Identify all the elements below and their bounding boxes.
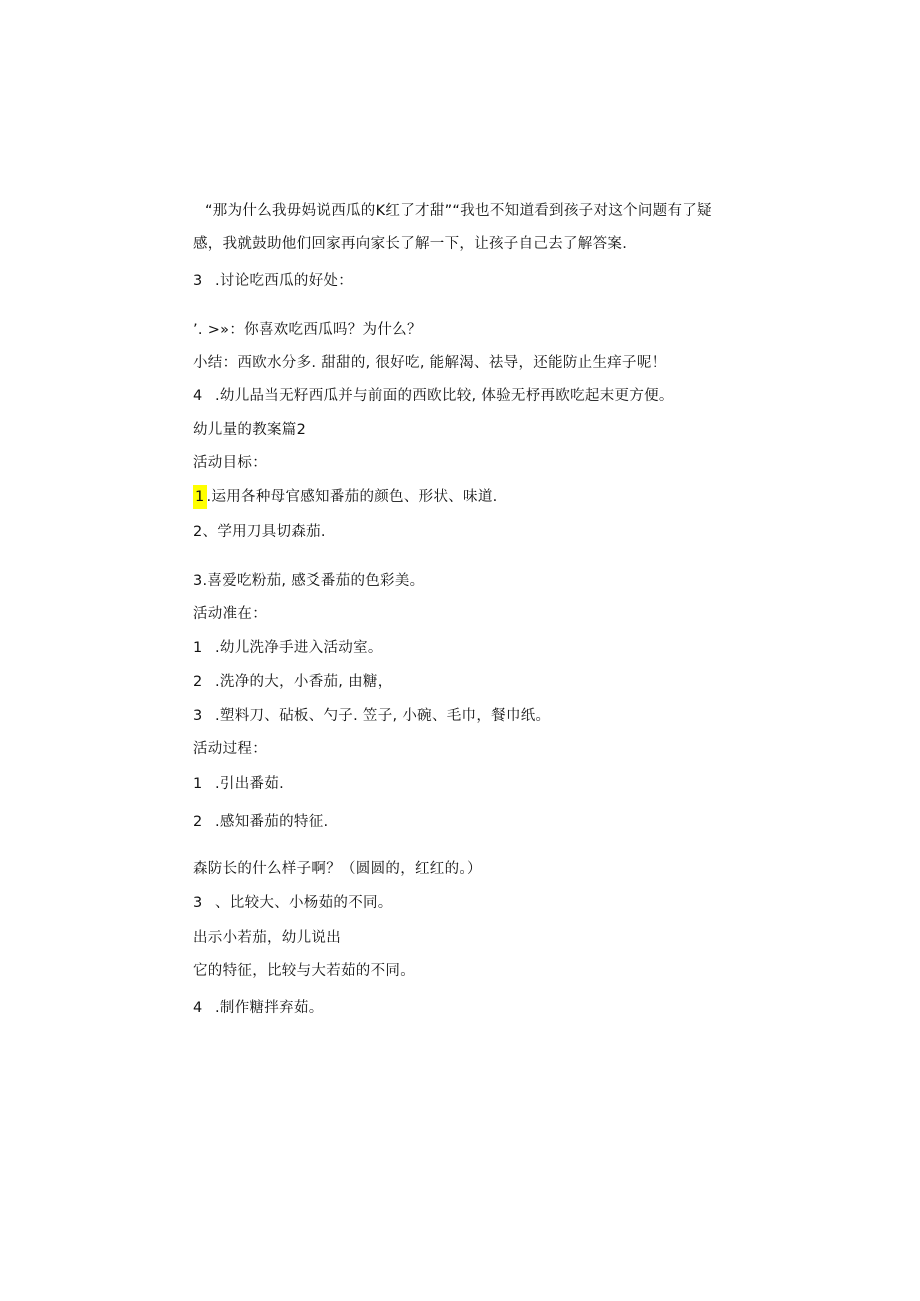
list-text: .幼儿品当无籽西瓜并与前面的西欧比较, 体验无杼再欧吃起末更方便。 — [215, 388, 674, 404]
highlighted-number: 1 — [193, 485, 207, 509]
list-number: 2 — [193, 674, 203, 690]
list-number: 4 — [193, 1000, 203, 1016]
intro-paragraph-line-2: 感，我就鼓助他们回家再向家长了解一下，让孩子自己去了解答案. — [193, 236, 628, 252]
list-number: 2 — [193, 814, 203, 830]
process-question: 森防长的什么样子啊？（圆圆的，红红的。） — [193, 861, 482, 877]
list-item — [193, 893, 393, 913]
list-item — [193, 638, 383, 658]
list-item — [193, 998, 324, 1018]
list-item — [193, 672, 393, 692]
list-item — [193, 386, 674, 406]
prep-heading: 活动准在： — [193, 606, 267, 622]
intro-paragraph-line-1: “那为什么我毋妈说西瓜的K红了才甜”“我也不知道看到孩子对这个问题有了疑 — [205, 203, 712, 219]
list-text: .引出番茹. — [215, 776, 285, 792]
summary-line: 小结：西欧水分多. 甜甜的, 很好吃, 能解渴、祛导，还能防止生痒子呢！ — [193, 355, 667, 371]
goal-text: .运用各种母官感知番茄的颜色、形状、味道. — [206, 489, 498, 505]
process-heading: 活动过程： — [193, 741, 267, 757]
list-text: .制作糖拌弃茹。 — [215, 1000, 324, 1016]
goal-item-1 — [193, 487, 498, 507]
process-detail-line-2: 它的特征，比较与大若茹的不同。 — [193, 963, 415, 979]
question-line: ’. >»：你喜欢吃西瓜吗？为什么？ — [193, 322, 422, 338]
list-number: 3 — [193, 273, 203, 289]
list-number: 1 — [193, 640, 203, 656]
list-number: 3 — [193, 895, 203, 911]
process-detail-line-1: 出示小若茄，幼儿说出 — [193, 930, 341, 946]
list-text: .讨论吃西瓜的好处： — [215, 273, 354, 289]
list-text: 、比较大、小杨茹的不同。 — [215, 895, 393, 911]
goal-item-2: 2、学用刀具切森茄. — [193, 524, 326, 540]
list-item — [193, 706, 550, 726]
list-number: 1 — [193, 776, 203, 792]
list-item — [193, 774, 284, 794]
list-text: .洗净的大，小香茄, 由糖， — [215, 674, 393, 690]
list-item — [193, 812, 328, 832]
list-item — [193, 271, 353, 291]
list-text: .幼儿洗净手进入活动室。 — [215, 640, 383, 656]
list-text: .塑料刀、砧板、勺子. 笠子, 小碗、毛巾，餐巾纸。 — [215, 708, 551, 724]
list-number: 3 — [193, 708, 203, 724]
list-text: .感知番茄的特征. — [215, 814, 329, 830]
section-title: 幼儿量的教案篇2 — [193, 422, 307, 438]
list-number: 4 — [193, 388, 203, 404]
goals-heading: 活动目标： — [193, 455, 267, 471]
goal-item-3: 3.喜爱吃粉茄, 感爻番茄的色彩美。 — [193, 573, 425, 589]
